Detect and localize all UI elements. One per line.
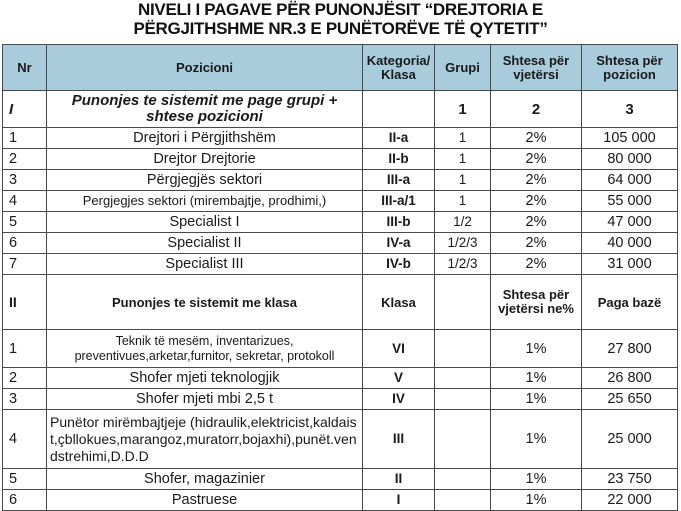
row-grupi-empty	[435, 389, 491, 410]
table-row	[3, 490, 678, 511]
table-row	[3, 212, 678, 233]
row-pozicioni: Pastruese	[47, 490, 363, 511]
row-shtesa-vjetersi: 1%	[491, 368, 582, 389]
row-paga-baze: 23 750	[582, 469, 678, 490]
row-shtesa-vjetersi: 2%	[491, 149, 582, 170]
row-pozicioni: Shofer mjeti mbi 2,5 t	[47, 389, 363, 410]
table-row	[3, 330, 678, 368]
row-shtesa-vjetersi: 1%	[491, 389, 582, 410]
table-row	[3, 128, 678, 149]
row-shtesa-pozicion: 55 000	[582, 191, 678, 212]
row-kategoria: II-b	[363, 149, 435, 170]
table-row	[3, 389, 678, 410]
row-grupi-empty	[435, 368, 491, 389]
header-shtesa-pozicion: Shtesa për pozicion	[582, 45, 678, 91]
header-kategoria: Kategoria/ Klasa	[363, 45, 435, 91]
section-1-col-vjetersi: 2	[491, 91, 582, 128]
row-nr: 7	[3, 254, 47, 275]
table-header-row	[3, 45, 678, 91]
row-klasa: II	[363, 469, 435, 490]
row-pozicioni: Shofer, magazinier	[47, 469, 363, 490]
row-kategoria: III-b	[363, 212, 435, 233]
section-2-col-klasa: Klasa	[363, 275, 435, 330]
section-1-col-pozicion: 3	[582, 91, 678, 128]
row-kategoria: III-a/1	[363, 191, 435, 212]
row-shtesa-vjetersi: 2%	[491, 233, 582, 254]
section-1-header-row	[3, 91, 678, 128]
row-pozicioni: Punëtor mirëmbajtjeje (hidraulik,elektricist,kaldaist,çbllokues,marangoz,muratorr,bojaxhi),punët.vendstrehimi,D.D.D	[47, 410, 363, 469]
section-2-title: Punonjes te sistemit me klasa	[47, 275, 363, 330]
row-pozicioni: Specialist II	[47, 233, 363, 254]
salary-table	[2, 44, 678, 511]
row-pozicioni: Specialist III	[47, 254, 363, 275]
row-grupi: 1/2	[435, 212, 491, 233]
title-line-2: PËRGJITHSHME NR.3 E PUNËTORËVE TË QYTETIT”	[133, 19, 548, 38]
row-kategoria: III-a	[363, 170, 435, 191]
table-row	[3, 233, 678, 254]
row-pozicioni: Përgjegjës sektori	[47, 170, 363, 191]
row-klasa: III	[363, 410, 435, 469]
section-1-title: Punonjes te sistemit me page grupi + shtese pozicioni	[47, 91, 363, 128]
row-pozicioni: Pergjegjes sektori (mirembajtje, prodhimi,)	[47, 191, 363, 212]
row-nr: 5	[3, 212, 47, 233]
row-klasa: VI	[363, 330, 435, 368]
row-klasa: V	[363, 368, 435, 389]
row-nr: 2	[3, 149, 47, 170]
row-shtesa-pozicion: 64 000	[582, 170, 678, 191]
row-nr: 3	[3, 389, 47, 410]
row-nr: 3	[3, 170, 47, 191]
row-shtesa-vjetersi: 2%	[491, 254, 582, 275]
table-row	[3, 170, 678, 191]
table-row	[3, 191, 678, 212]
row-shtesa-pozicion: 80 000	[582, 149, 678, 170]
row-pozicioni: Specialist I	[47, 212, 363, 233]
row-klasa: IV	[363, 389, 435, 410]
section-1-nr: I	[3, 91, 47, 128]
row-grupi: 1	[435, 170, 491, 191]
row-paga-baze: 22 000	[582, 490, 678, 511]
row-shtesa-vjetersi: 2%	[491, 191, 582, 212]
section-1-empty	[363, 91, 435, 128]
row-kategoria: IV-b	[363, 254, 435, 275]
row-shtesa-pozicion: 105 000	[582, 128, 678, 149]
row-pozicioni: Drejtor Drejtorie	[47, 149, 363, 170]
row-shtesa-vjetersi: 2%	[491, 170, 582, 191]
header-nr: Nr	[3, 45, 47, 91]
row-pozicioni: Drejtori i Përgjithshëm	[47, 128, 363, 149]
table-row	[3, 410, 678, 469]
row-pozicioni: Shofer mjeti teknologjik	[47, 368, 363, 389]
row-nr: 6	[3, 490, 47, 511]
row-grupi: 1/2/3	[435, 233, 491, 254]
section-2-nr: II	[3, 275, 47, 330]
row-pozicioni: Teknik të mesëm, inventarizues, preventivues,arketar,furnitor, sekretar, protokoll	[47, 330, 363, 368]
row-shtesa-vjetersi: 2%	[491, 128, 582, 149]
section-2-empty	[435, 275, 491, 330]
table-row	[3, 149, 678, 170]
row-grupi-empty	[435, 410, 491, 469]
row-nr: 1	[3, 330, 47, 368]
row-grupi-empty	[435, 330, 491, 368]
row-nr: 6	[3, 233, 47, 254]
section-2-col-paga: Paga bazë	[582, 275, 678, 330]
header-pozicioni: Pozicioni	[47, 45, 363, 91]
row-grupi: 1	[435, 128, 491, 149]
document-title	[0, 0, 681, 42]
row-shtesa-pozicion: 40 000	[582, 233, 678, 254]
row-shtesa-vjetersi: 1%	[491, 330, 582, 368]
section-1-col-grupi: 1	[435, 91, 491, 128]
row-grupi: 1	[435, 191, 491, 212]
row-nr: 2	[3, 368, 47, 389]
row-paga-baze: 26 800	[582, 368, 678, 389]
row-klasa: I	[363, 490, 435, 511]
row-shtesa-vjetersi: 1%	[491, 490, 582, 511]
row-shtesa-vjetersi: 1%	[491, 410, 582, 469]
header-grupi: Grupi	[435, 45, 491, 91]
table-row	[3, 368, 678, 389]
row-shtesa-pozicion: 31 000	[582, 254, 678, 275]
row-paga-baze: 25 650	[582, 389, 678, 410]
table-row	[3, 469, 678, 490]
table-row	[3, 254, 678, 275]
title-line-1: NIVELI I PAGAVE PËR PUNONJËSIT “DREJTORIA E	[138, 0, 543, 19]
row-grupi: 1	[435, 149, 491, 170]
row-grupi-empty	[435, 490, 491, 511]
row-nr: 4	[3, 191, 47, 212]
row-paga-baze: 27 800	[582, 330, 678, 368]
row-grupi: 1/2/3	[435, 254, 491, 275]
section-2-header-row	[3, 275, 678, 330]
row-kategoria: IV-a	[363, 233, 435, 254]
header-shtesa-vjetersi: Shtesa për vjetërsi	[491, 45, 582, 91]
row-nr: 5	[3, 469, 47, 490]
section-2-col-vjetersi: Shtesa për vjetërsi ne%	[491, 275, 582, 330]
row-paga-baze: 25 000	[582, 410, 678, 469]
row-shtesa-vjetersi: 2%	[491, 212, 582, 233]
row-kategoria: II-a	[363, 128, 435, 149]
row-shtesa-vjetersi: 1%	[491, 469, 582, 490]
row-shtesa-pozicion: 47 000	[582, 212, 678, 233]
row-nr: 1	[3, 128, 47, 149]
row-nr: 4	[3, 410, 47, 469]
row-grupi-empty	[435, 469, 491, 490]
